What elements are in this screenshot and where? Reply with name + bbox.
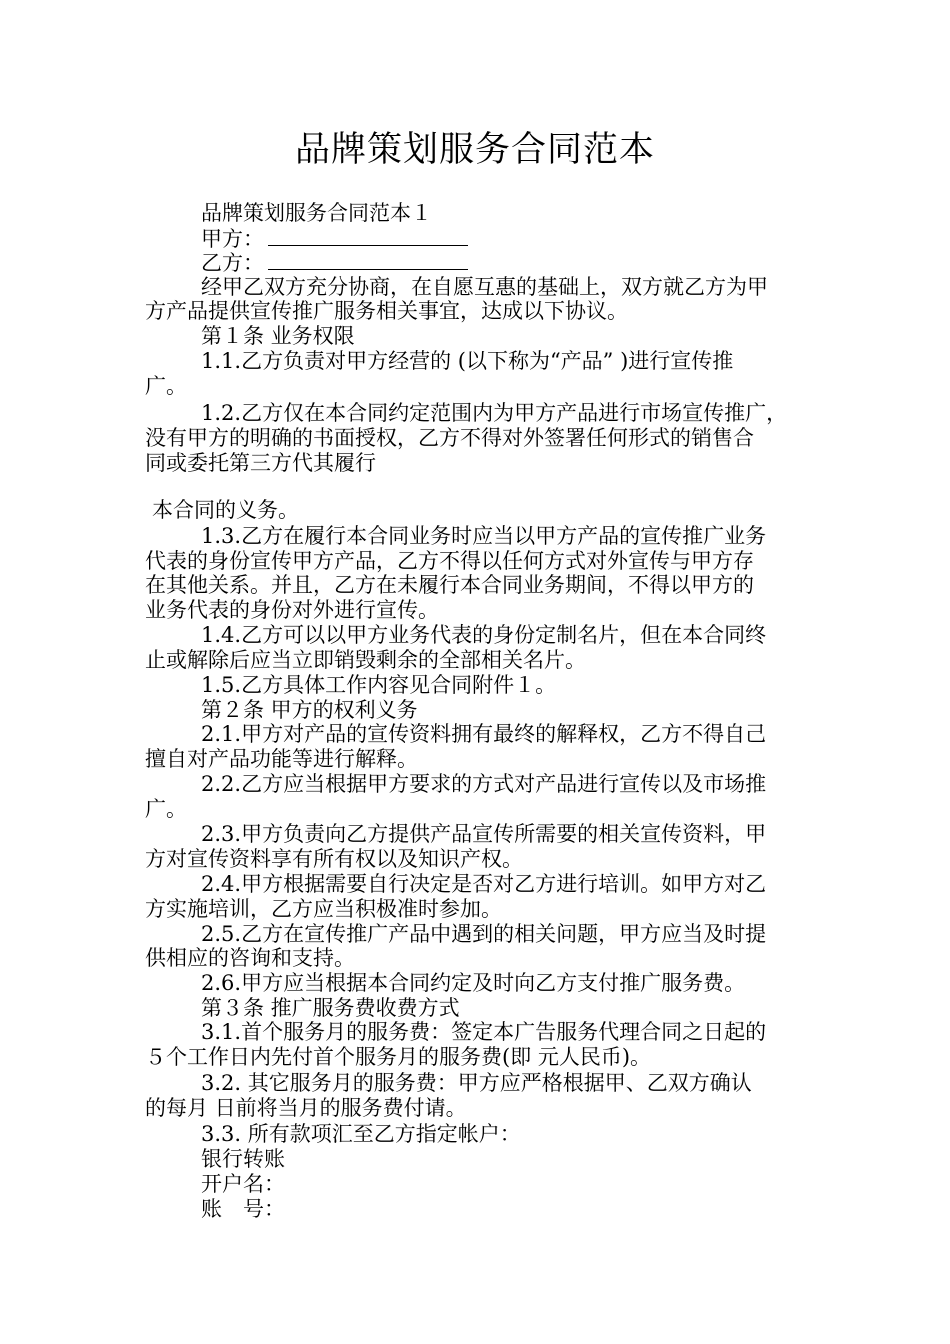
paragraph-line: ５个工作日内先付首个服务月的服务费(即 元人民币)。 bbox=[145, 1045, 652, 1069]
paragraph-line: 账 号： bbox=[201, 1197, 285, 1221]
party-b-label: 乙方： bbox=[201, 251, 264, 275]
paragraph-line: 广。 bbox=[145, 797, 187, 821]
paragraph-line: 1.4.乙方可以以甲方业务代表的身份定制名片，但在本合同终 bbox=[201, 623, 767, 647]
paragraph-line: 的每月 日前将当月的服务费付请。 bbox=[145, 1096, 467, 1120]
paragraph-line: 2.4.甲方根据需要自行决定是否对乙方进行培训。如甲方对乙 bbox=[201, 872, 767, 896]
paragraph-line: 2.5.乙方在宣传推广产品中遇到的相关问题，甲方应当及时提 bbox=[201, 922, 767, 946]
paragraph-line: 止或解除后应当立即销毁剩余的全部相关名片。 bbox=[145, 648, 586, 672]
paragraph-line: 没有甲方的明确的书面授权，乙方不得对外签署任何形式的销售合 bbox=[145, 426, 754, 450]
paragraph-line: 2.2.乙方应当根据甲方要求的方式对产品进行宣传以及市场推 bbox=[201, 772, 767, 796]
paragraph-line: 2.6.甲方应当根据本合同约定及时向乙方支付推广服务费。 bbox=[201, 971, 746, 995]
paragraph-line: 1.3.乙方在履行本合同业务时应当以甲方产品的宣传推广业务 bbox=[201, 524, 767, 548]
article-heading: 第１条 业务权限 bbox=[201, 324, 355, 348]
paragraph-line: 1.1.乙方负责对甲方经营的 (以下称为“产品” )进行宣传推 bbox=[201, 349, 734, 373]
party-b-line bbox=[201, 251, 810, 275]
paragraph-line: 1.2.乙方仅在本合同约定范围内为甲方产品进行市场宣传推广， bbox=[201, 401, 788, 425]
paragraph-line: 3.3. 所有款项汇至乙方指定帐户： bbox=[201, 1122, 521, 1146]
paragraph-line: 2.3.甲方负责向乙方提供产品宣传所需要的相关宣传资料，甲 bbox=[201, 822, 767, 846]
paragraph-line: 方产品提供宣传推广服务相关事宜，达成以下协议。 bbox=[145, 299, 628, 323]
party-a-line bbox=[201, 227, 810, 251]
article-heading: 第２条 甲方的权利义务 bbox=[201, 698, 418, 722]
paragraph-line: 代表的身份宣传甲方产品，乙方不得以任何方式对外宣传与甲方存 bbox=[145, 549, 754, 573]
paragraph-line: 2.1.甲方对产品的宣传资料拥有最终的解释权，乙方不得自己 bbox=[201, 722, 767, 746]
article-heading: 第３条 推广服务费收费方式 bbox=[201, 996, 460, 1020]
paragraph-line: 擅自对产品功能等进行解释。 bbox=[145, 747, 418, 771]
paragraph-line: 广。 bbox=[145, 374, 187, 398]
paragraph-line: 银行转账 bbox=[201, 1147, 285, 1171]
subtitle: 品牌策划服务合同范本１ bbox=[201, 201, 432, 225]
paragraph-line: 方对宣传资料享有所有权以及知识产权。 bbox=[145, 847, 523, 871]
party-b-blank bbox=[268, 251, 468, 270]
party-a-label: 甲方： bbox=[201, 227, 264, 251]
paragraph-line: 开户名： bbox=[201, 1172, 285, 1196]
paragraph-line: 业务代表的身份对外进行宣传。 bbox=[145, 598, 439, 622]
paragraph-line: 3.1.首个服务月的服务费：签定本广告服务代理合同之日起的 bbox=[201, 1020, 767, 1044]
paragraph-line: 同或委托第三方代其履行 bbox=[145, 451, 376, 475]
paragraph-line: 本合同的义务。 bbox=[152, 498, 299, 522]
paragraph-line: 经甲乙双方充分协商，在自愿互惠的基础上，双方就乙方为甲 bbox=[201, 275, 768, 299]
paragraph-line: 3.2. 其它服务月的服务费：甲方应严格根据甲、乙双方确认 bbox=[201, 1071, 752, 1095]
paragraph-line: 1.5.乙方具体工作内容见合同附件１。 bbox=[201, 673, 557, 697]
party-a-blank bbox=[268, 227, 468, 246]
paragraph-line: 供相应的咨询和支持。 bbox=[145, 946, 355, 970]
paragraph-line: 在其他关系。并且，乙方在未履行本合同业务期间，不得以甲方的 bbox=[145, 573, 754, 597]
paragraph-line: 方实施培训，乙方应当积极准时参加。 bbox=[145, 897, 502, 921]
document-title: 品牌策划服务合同范本 bbox=[294, 130, 655, 170]
